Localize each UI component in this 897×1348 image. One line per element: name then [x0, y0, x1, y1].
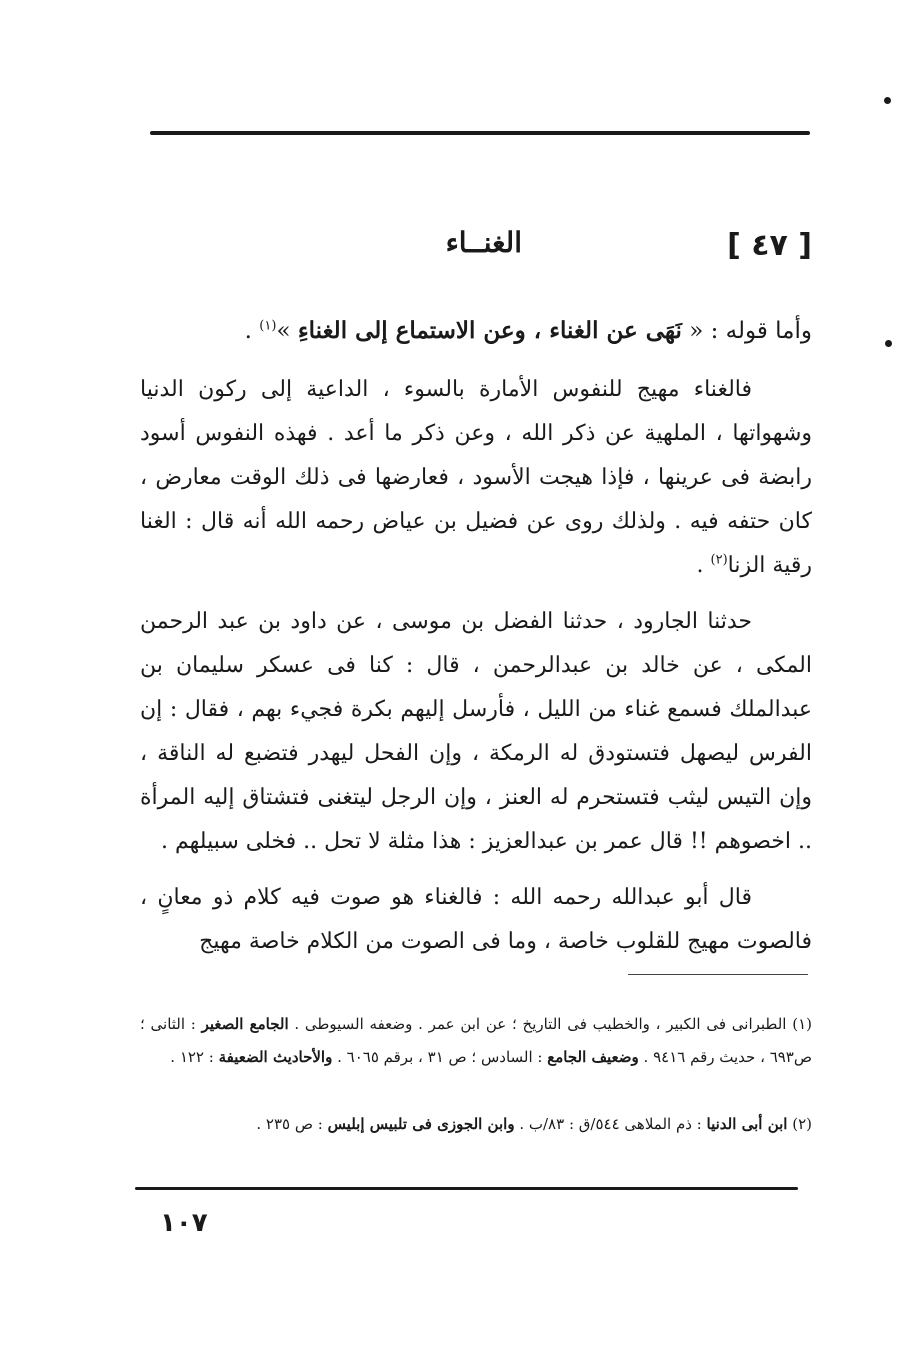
- footnote-2: [140, 1108, 812, 1141]
- footnote-1-part: : السادس ؛ ص ٣١ ، برقم ٦٠٦٥ .: [332, 1048, 548, 1066]
- footnote-1-part: : ١٢٢ .: [170, 1048, 219, 1066]
- footnote-1-source: وضعيف الجامع: [547, 1048, 639, 1066]
- footnote-ref-2: (٢): [710, 552, 728, 568]
- footnote-2-part: : ص ٢٣٥ .: [256, 1115, 328, 1133]
- intro-line: [140, 308, 812, 354]
- paragraph-1-end: .: [696, 553, 711, 578]
- footnote-2-part: : ذم الملاهى ٥٤٤/ق : ٨٣/ب .: [514, 1115, 707, 1133]
- footnote-1-part: : الثانى ؛ ص٦٩٣ ، حديث رقم ٩٤١٦ .: [140, 1015, 812, 1066]
- page-number: ١٠٧: [160, 1208, 208, 1238]
- footnote-2-source: ابن أبى الدنيا: [706, 1115, 788, 1133]
- paragraph-3-text: قال أبو عبدالله رحمه الله : فالغناء هو صوت فيه كلام ذو معانٍ ، فالصوت مهيج للقلوب خاصة ، وما فى الصوت من الكلام خاصة مهيج: [140, 885, 812, 954]
- chapter-title: الغنــاء: [445, 226, 522, 259]
- intro-suffix: »: [276, 318, 298, 344]
- footnote-separator: [628, 974, 808, 975]
- bottom-rule: [135, 1187, 798, 1190]
- footnote-1-source: الجامع الصغير: [201, 1015, 289, 1033]
- hadith-text: نَهَى عن الغناء ، وعن الاستماع إلى الغناءِ: [297, 317, 682, 344]
- footnote-ref-1: (١): [259, 318, 277, 334]
- footnote-1: [140, 1008, 812, 1074]
- scan-mark: [885, 340, 892, 347]
- chapter-header: [140, 222, 812, 272]
- intro-prefix: وأما قوله : «: [681, 318, 812, 344]
- paragraph-1: [140, 368, 812, 588]
- footnote-1-part: (١) الطبرانى فى الكبير ، والخطيب فى التاريخ ؛ عن ابن عمر . وضعفه السيوطى .: [288, 1015, 813, 1033]
- chapter-number: [ ٤٧ ]: [727, 228, 812, 263]
- footnote-2-part: (٢): [787, 1115, 812, 1133]
- paragraph-2: [140, 600, 812, 864]
- paragraph-3: [140, 876, 812, 964]
- intro-end: .: [244, 318, 260, 344]
- footnote-1-source: والأحاديث الضعيفة: [218, 1048, 333, 1066]
- paragraph-1-text: فالغناء مهيج للنفوس الأمارة بالسوء ، الداعية إلى ركون الدنيا وشهواتها ، الملهية عن ذكر الله ، وعن ذكر ما أعد . فهذه النفوس أسود رابضة فى عرينها ، فإذا هيجت الأسود ، فعارضها فى ذلك الوقت معارض ، كان حتفه فيه . ولذلك روى عن فضيل بن عياض رحمه الله أنه قال : الغنا رقية الزنا: [140, 377, 812, 578]
- paragraph-2-text: حدثنا الجارود ، حدثنا الفضل بن موسى ، عن داود بن عبد الرحمن المكى ، عن خالد بن عبدالرحمن ، قال : كنا فى عسكر سليمان بن عبدالملك فسمع غناء من الليل ، فأرسل إليهم بكرة فجيء بهم ، فقال : إن الفرس ليصهل فتستودق له الرمكة ، وإن الفحل ليهدر فتضبع له الناقة ، وإن التيس ليثب فتستحرم له العنز ، وإن الرجل ليتغنى فتشتاق إليه المرأة .. اخصوهم !! قال عمر بن عبدالعزيز : هذا مثلة لا تحل .. فخلى سبيلهم .: [140, 609, 812, 854]
- footnote-2-source: وابن الجوزى فى تلبيس إبليس: [327, 1115, 515, 1133]
- top-rule: [150, 131, 810, 135]
- scan-mark: [884, 97, 891, 104]
